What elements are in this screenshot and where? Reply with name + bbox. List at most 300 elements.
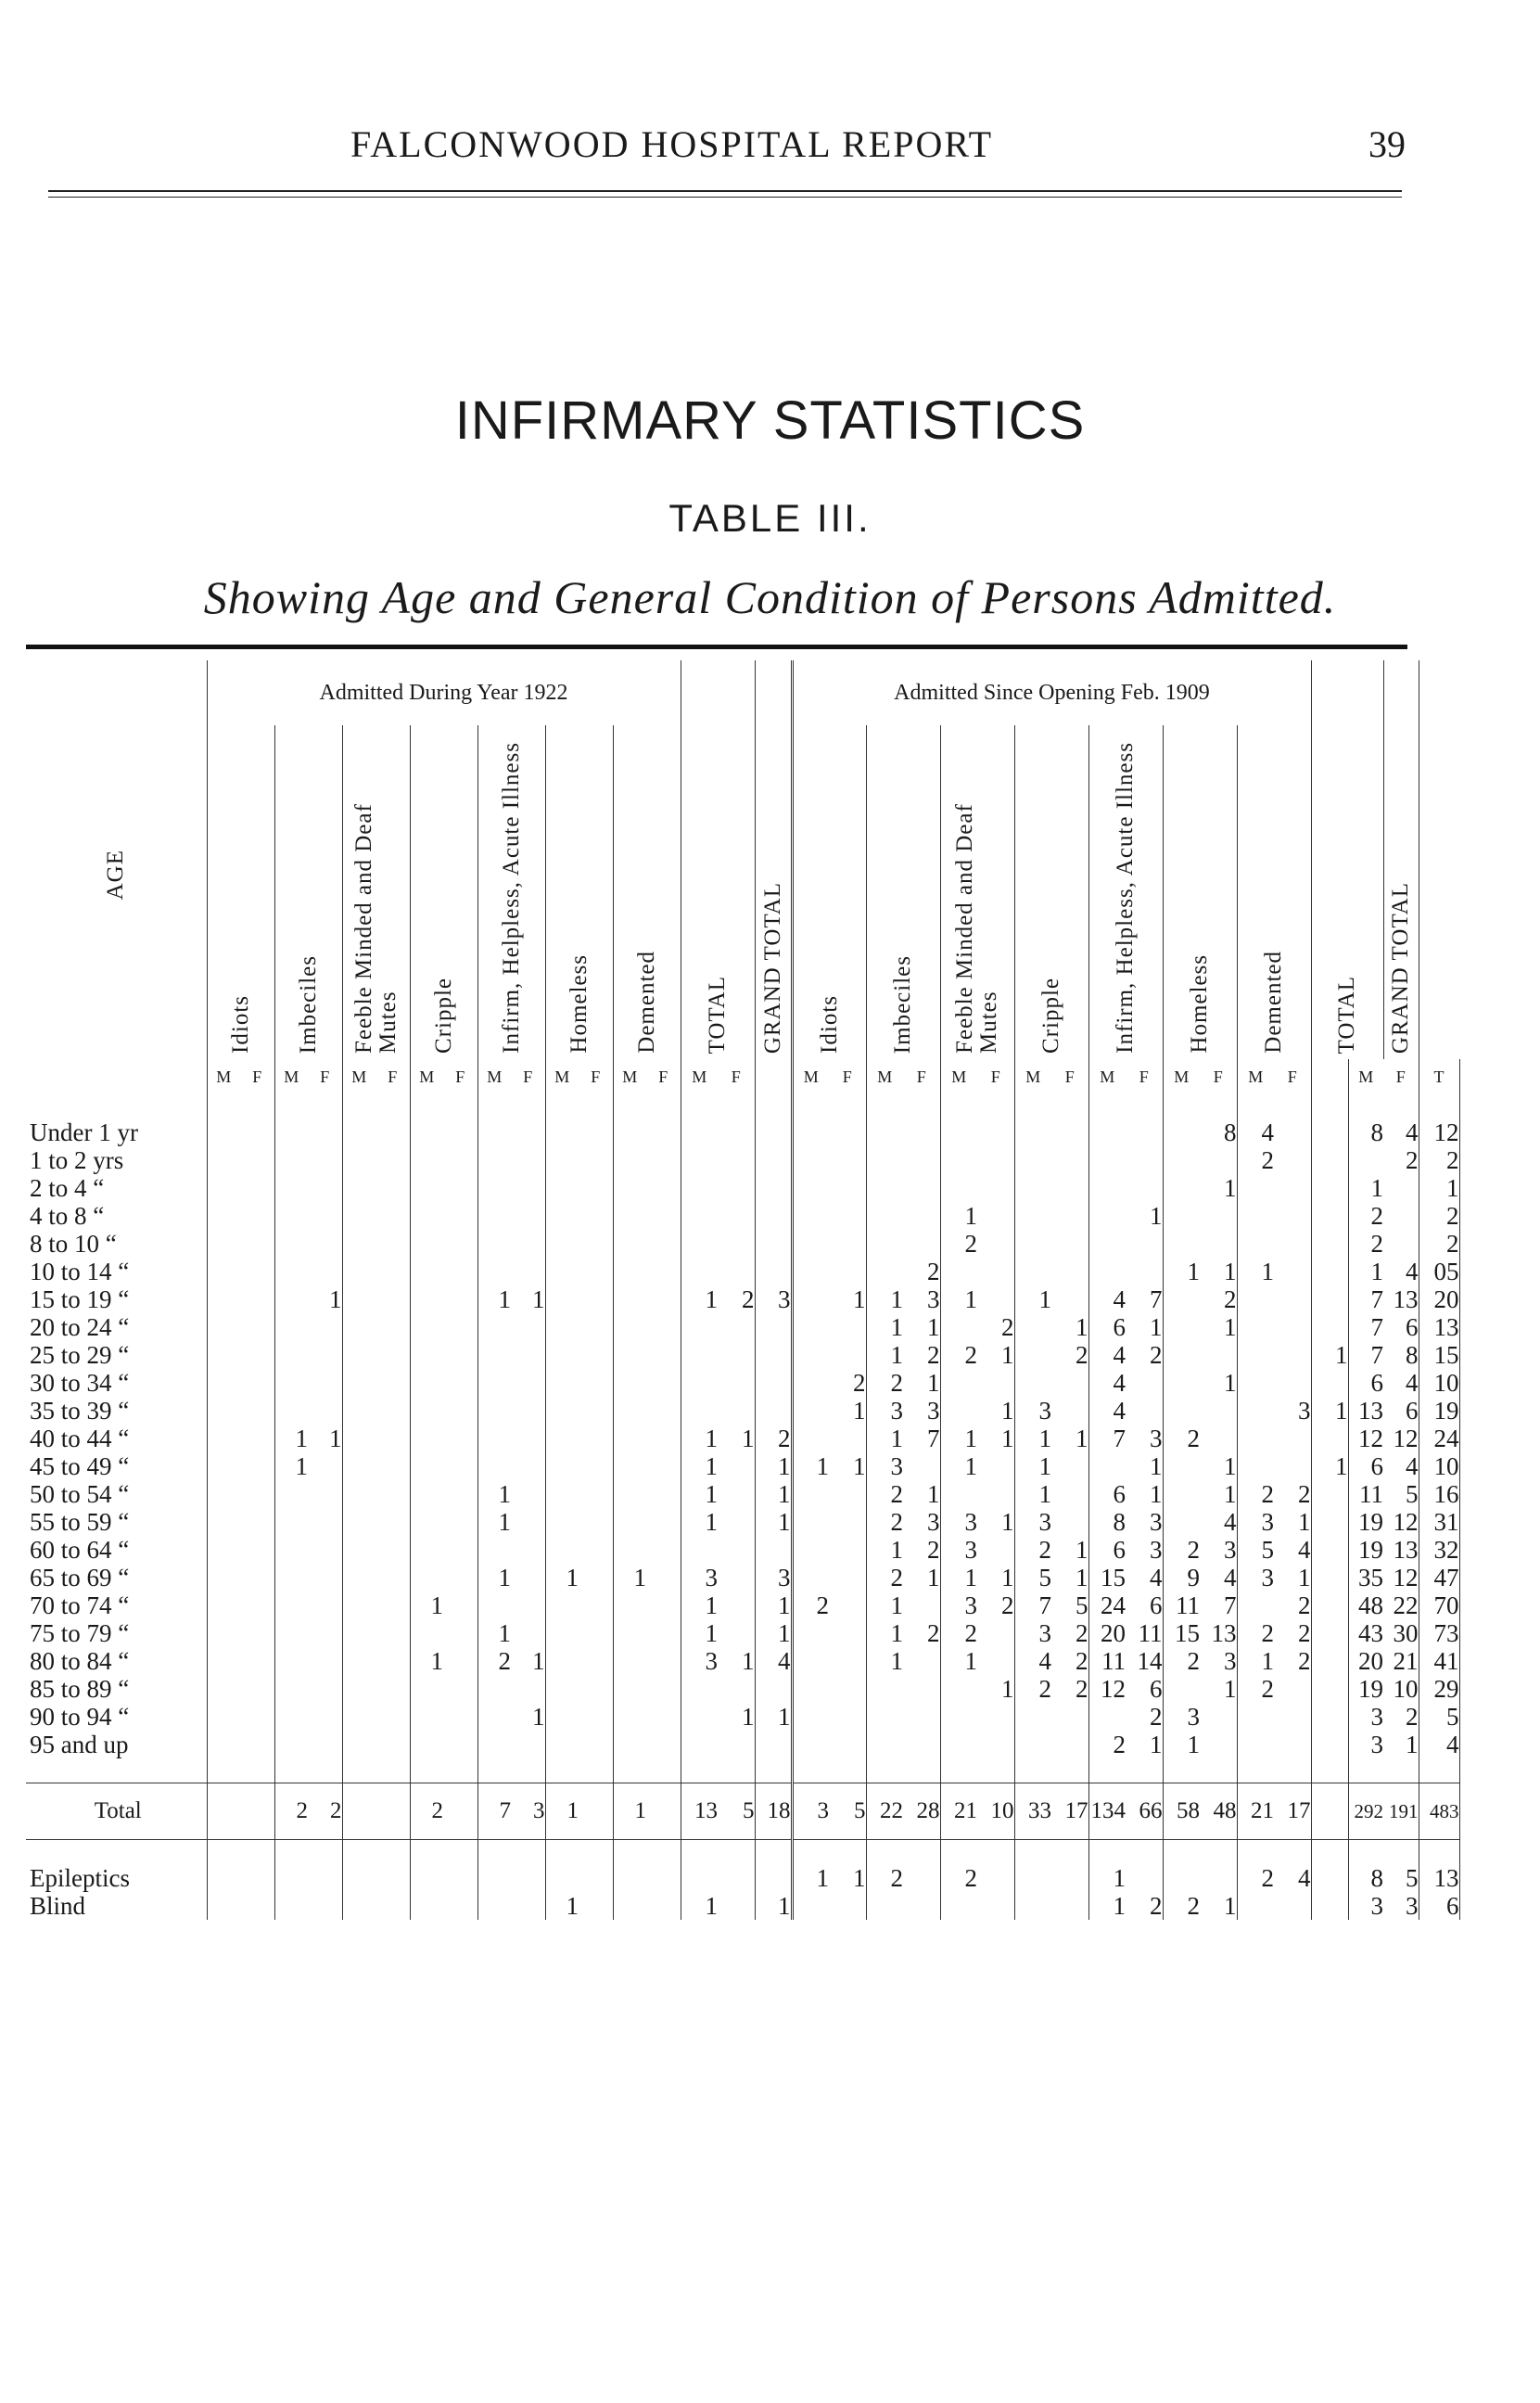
table-cell (1014, 1230, 1051, 1258)
table-cell (477, 1313, 511, 1341)
sex-header: M (1358, 1067, 1374, 1086)
table-cell: 2 (1274, 1480, 1311, 1508)
table-cell: 1 (1261, 1258, 1274, 1285)
table-cell: 7 (1370, 1341, 1383, 1369)
table-cell (1200, 1425, 1237, 1452)
table-cell (511, 1202, 545, 1230)
table-cell (977, 1864, 1014, 1892)
table-cell (1051, 1146, 1088, 1174)
sex-header: M (1100, 1067, 1115, 1086)
table-cell (1126, 1174, 1163, 1202)
table-cell (718, 1452, 755, 1480)
table-cell (545, 1230, 579, 1258)
table-cell (940, 1731, 977, 1758)
spacer-cell (940, 1840, 977, 1865)
table-cell: 8 (1383, 1341, 1419, 1369)
table-cell (207, 1619, 240, 1647)
page-title: INFIRMARY STATISTICS (454, 390, 1086, 451)
spacer-cell (342, 1840, 375, 1865)
table-cell (410, 1230, 443, 1258)
table-cell (240, 1564, 274, 1591)
table-cell (375, 1536, 410, 1564)
grand-total-header-since-1909 (1383, 660, 1419, 1059)
table-cell (579, 1864, 613, 1892)
table-cell: 8 (1113, 1508, 1126, 1536)
table-cell (240, 1591, 274, 1619)
table-cell: 1 (1200, 1892, 1237, 1920)
table-cell: 1 (903, 1313, 940, 1341)
table-cell (207, 1174, 240, 1202)
spacer-cell (545, 1840, 579, 1865)
sex-header: T (1419, 1059, 1459, 1094)
table-cell (681, 1369, 718, 1397)
table-cell (613, 1397, 646, 1425)
table-cell: 1 (977, 1341, 1014, 1369)
table-cell: 31 (1419, 1508, 1459, 1536)
table-cell: 1 (705, 1591, 718, 1619)
table-cell (1051, 1202, 1088, 1230)
table-cell (1163, 1118, 1200, 1146)
table-cell (308, 1564, 342, 1591)
spacer-cell (718, 1094, 755, 1118)
spacer-cell (1126, 1840, 1163, 1865)
table-cell: 2 (1051, 1619, 1088, 1647)
table-cell: 1 (755, 1508, 792, 1536)
spacer-cell (681, 1840, 718, 1865)
table-cell (613, 1591, 646, 1619)
table-cell (1237, 1452, 1274, 1480)
table-cell: 2 (829, 1369, 866, 1397)
spacer-cell (1163, 1840, 1200, 1865)
table-cell (866, 1731, 903, 1758)
table-cell (646, 1369, 681, 1397)
table-cell (792, 1313, 829, 1341)
spacer-cell (866, 1840, 903, 1865)
spacer-cell (308, 1094, 342, 1118)
table-cell (511, 1480, 545, 1508)
table-cell (1200, 1230, 1237, 1258)
table-cell: 12 (1383, 1508, 1419, 1536)
table-cell: 13 (1419, 1313, 1459, 1341)
spacer-cell (718, 1840, 755, 1865)
table-cell (342, 1118, 375, 1146)
table-cell (681, 1174, 718, 1202)
table-cell (477, 1397, 511, 1425)
table-cell: 1 (633, 1564, 646, 1591)
table-cell: 48 (1358, 1591, 1383, 1619)
table-cell (866, 1230, 903, 1258)
table-cell: 2 (1383, 1146, 1419, 1174)
table-cell (1200, 1864, 1237, 1892)
table-cell: 1 (511, 1703, 545, 1731)
table-cell: 1 (705, 1480, 718, 1508)
sex-header: F (646, 1059, 681, 1094)
table-cell (579, 1783, 613, 1840)
spacer-cell (903, 1094, 940, 1118)
table-cell (579, 1285, 613, 1313)
table-cell: 19 (1358, 1536, 1383, 1564)
table-cell (207, 1397, 240, 1425)
spacer-cell (511, 1758, 545, 1783)
table-cell: 6 (1370, 1452, 1383, 1480)
table-cell (1051, 1452, 1088, 1480)
table-cell: 2 (1187, 1425, 1200, 1452)
table-cell (1051, 1892, 1088, 1920)
table-cell: 2 (1187, 1647, 1200, 1675)
table-row (26, 1731, 1459, 1758)
table-cell (443, 1591, 477, 1619)
table-cell (375, 1480, 410, 1508)
table-cell (342, 1285, 375, 1313)
table-cell: 4 (1113, 1369, 1126, 1397)
table-row (26, 1864, 1459, 1892)
table-cell (240, 1864, 274, 1892)
table-cell (240, 1731, 274, 1758)
table-cell: 10 (1419, 1452, 1459, 1480)
spacer-cell (1383, 1758, 1419, 1783)
spacer-cell (1126, 1094, 1163, 1118)
table-cell (1311, 1508, 1348, 1536)
table-cell (579, 1452, 613, 1480)
table-cell (579, 1591, 613, 1619)
sex-header: M (951, 1067, 967, 1086)
table-cell: 1 (1051, 1564, 1088, 1591)
table-cell (977, 1202, 1014, 1230)
table-cell: 3 (903, 1508, 940, 1536)
table-cell: 21 (940, 1783, 977, 1840)
category-header (207, 725, 274, 1059)
table-cell: 1 (903, 1564, 940, 1591)
age-header-text: AGE (103, 849, 129, 901)
table-cell (240, 1452, 274, 1480)
table-cell: 1 (511, 1647, 545, 1675)
table-cell (240, 1174, 274, 1202)
table-cell (1163, 1864, 1200, 1892)
sex-header: F (240, 1059, 274, 1094)
table-cell: 3 (903, 1397, 940, 1425)
table-cell (1051, 1731, 1088, 1758)
row-label: 8 to 10 “ (26, 1230, 207, 1258)
table-cell (511, 1508, 545, 1536)
row-label: 10 to 14 “ (26, 1258, 207, 1285)
table-cell (1088, 1452, 1126, 1480)
table-cell (977, 1230, 1014, 1258)
table-cell (375, 1118, 410, 1146)
table-cell: 5 (829, 1783, 866, 1840)
row-label: 15 to 19 “ (26, 1285, 207, 1313)
table-cell (240, 1892, 274, 1920)
table-cell (207, 1230, 240, 1258)
table-cell (410, 1480, 443, 1508)
table-cell: 48 (1200, 1783, 1237, 1840)
table-cell (718, 1864, 755, 1892)
table-cell (718, 1619, 755, 1647)
sex-header: M (554, 1067, 570, 1086)
table-cell (1163, 1675, 1200, 1703)
spacer-cell (308, 1758, 342, 1783)
table-cell: 4 (1200, 1564, 1237, 1591)
table-cell: 1 (829, 1864, 866, 1892)
category-header (1088, 725, 1163, 1059)
table-cell (375, 1783, 410, 1840)
table-cell (375, 1174, 410, 1202)
table-cell (792, 1703, 829, 1731)
table-cell (792, 1675, 829, 1703)
table-cell (940, 1675, 977, 1703)
table-cell (375, 1313, 410, 1341)
table-cell (1051, 1285, 1088, 1313)
table-cell (511, 1118, 545, 1146)
spacer-cell (207, 1094, 240, 1118)
table-cell (977, 1892, 1014, 1920)
table-cell (274, 1892, 308, 1920)
total-row (26, 1783, 1459, 1840)
table-cell (718, 1174, 755, 1202)
table-cell (443, 1508, 477, 1536)
spacer-cell (792, 1840, 829, 1865)
table-cell: 1 (1261, 1647, 1274, 1675)
sex-header: M (487, 1067, 503, 1086)
table-cell: 1 (890, 1536, 903, 1564)
category-header (866, 725, 940, 1059)
table-cell (613, 1285, 646, 1313)
table-cell: 2 (964, 1230, 977, 1258)
row-label: 85 to 89 “ (26, 1675, 207, 1703)
table-cell (681, 1258, 718, 1285)
table-cell (1274, 1425, 1311, 1452)
table-cell (1163, 1452, 1200, 1480)
table-cell (240, 1703, 274, 1731)
age-column-header (26, 660, 207, 1094)
table-cell (545, 1425, 579, 1452)
table-cell (1311, 1480, 1348, 1508)
table-cell (829, 1647, 866, 1675)
table-cell (410, 1313, 443, 1341)
table-cell: 1 (964, 1425, 977, 1452)
table-cell (940, 1146, 977, 1174)
table-cell (646, 1564, 681, 1591)
table-cell: 2 (1261, 1675, 1274, 1703)
table-row (26, 1892, 1459, 1920)
table-cell: 1 (613, 1783, 646, 1840)
table-cell (545, 1202, 579, 1230)
table-cell: 21 (1237, 1783, 1274, 1840)
table-cell (274, 1508, 308, 1536)
table-cell (410, 1146, 443, 1174)
table-cell: 2 (1261, 1146, 1274, 1174)
table-cell: 15 (1101, 1564, 1126, 1591)
table-cell (1200, 1731, 1237, 1758)
table-cell (1311, 1731, 1348, 1758)
table-cell: 1 (977, 1425, 1014, 1452)
table-cell (792, 1480, 829, 1508)
table-cell: 1 (718, 1703, 755, 1731)
table-cell (240, 1783, 274, 1840)
table-cell (410, 1341, 443, 1369)
table-cell (903, 1202, 940, 1230)
page-number: 39 (1368, 123, 1406, 165)
table-cell: 1 (890, 1647, 903, 1675)
table-cell (903, 1675, 940, 1703)
table-cell: 5 (1038, 1564, 1051, 1591)
table-row (26, 1536, 1459, 1564)
table-cell (1311, 1703, 1348, 1731)
spacer-cell (940, 1758, 977, 1783)
table-cell (903, 1703, 940, 1731)
sex-header: F (308, 1059, 342, 1094)
table-cell: 1 (1126, 1480, 1163, 1508)
table-cell: 1 (498, 1285, 511, 1313)
table-cell: 15 (1419, 1341, 1459, 1369)
table-cell (545, 1703, 579, 1731)
table-cell (613, 1313, 646, 1341)
table-cell (511, 1174, 545, 1202)
table-cell (1237, 1369, 1274, 1397)
spacer-cell (1348, 1758, 1383, 1783)
table-cell (443, 1892, 477, 1920)
spacer-cell (1419, 1094, 1459, 1118)
table-cell (443, 1174, 477, 1202)
table-cell (829, 1619, 866, 1647)
table-cell (342, 1508, 375, 1536)
table-cell (646, 1341, 681, 1369)
table-cell (579, 1564, 613, 1591)
category-header (1237, 725, 1311, 1059)
table-cell: 2 (1126, 1341, 1163, 1369)
table-cell (1088, 1146, 1126, 1174)
table-cell (613, 1425, 646, 1452)
table-cell (792, 1425, 829, 1452)
sex-header: M (877, 1067, 893, 1086)
table-cell (342, 1452, 375, 1480)
table-cell (579, 1118, 613, 1146)
table-cell: 1 (977, 1508, 1014, 1536)
table-cell (1311, 1202, 1348, 1230)
table-cell (477, 1230, 511, 1258)
table-cell (410, 1892, 443, 1920)
table-cell (1237, 1313, 1274, 1341)
table-cell (977, 1285, 1014, 1313)
table-cell (477, 1174, 511, 1202)
spacer-cell (977, 1758, 1014, 1783)
spacer-cell (274, 1758, 308, 1783)
spacer-cell (1419, 1758, 1459, 1783)
table-cell (1088, 1703, 1126, 1731)
table-cell (1126, 1369, 1163, 1397)
row-label: 95 and up (26, 1731, 207, 1758)
table-cell (1274, 1258, 1311, 1285)
table-cell (1200, 1341, 1237, 1369)
table-cell (308, 1864, 342, 1892)
table-cell (1014, 1731, 1051, 1758)
table-cell: 1 (829, 1397, 866, 1425)
table-cell (1274, 1892, 1311, 1920)
group-header-1922: Admitted During Year 1922 (207, 660, 681, 725)
table-cell (1126, 1118, 1163, 1146)
table-cell (375, 1425, 410, 1452)
table-cell (940, 1118, 977, 1146)
total-label: TOTAL (705, 975, 730, 1054)
table-cell (646, 1783, 681, 1840)
table-cell: 3 (890, 1452, 903, 1480)
table-cell (240, 1480, 274, 1508)
table-cell (646, 1647, 681, 1675)
row-label: Epileptics (26, 1864, 207, 1892)
table-top-rule (26, 645, 1407, 649)
table-cell: 47 (1419, 1564, 1459, 1591)
table-cell (274, 1202, 308, 1230)
table-cell: 3 (705, 1564, 718, 1591)
table-cell (274, 1619, 308, 1647)
table-cell (792, 1369, 829, 1397)
table-cell (977, 1731, 1014, 1758)
row-label: 50 to 54 “ (26, 1480, 207, 1508)
table-cell: 1 (511, 1285, 545, 1313)
table-cell (308, 1146, 342, 1174)
table-cell (681, 1397, 718, 1425)
spacer-cell (545, 1094, 579, 1118)
sex-header: F (977, 1059, 1014, 1094)
spacer-cell (1014, 1758, 1051, 1783)
table-cell (829, 1564, 866, 1591)
table-cell (903, 1647, 940, 1675)
table-cell (977, 1369, 1014, 1397)
table-cell (342, 1564, 375, 1591)
table-cell: 3 (1383, 1892, 1419, 1920)
table-cell: 4 (1383, 1258, 1419, 1285)
running-title: FALCONWOOD HOSPITAL REPORT (350, 123, 994, 165)
table-cell (274, 1675, 308, 1703)
spacer-cell (1311, 1094, 1348, 1118)
spacer-cell (1200, 1094, 1237, 1118)
table-cell (207, 1864, 240, 1892)
table-cell (977, 1536, 1014, 1564)
table-cell: 24 (1419, 1425, 1459, 1452)
group-header-since-1909: Admitted Since Opening Feb. 1909 (792, 660, 1311, 725)
table-cell (1163, 1146, 1200, 1174)
table-cell: 1 (1274, 1508, 1311, 1536)
table-cell (274, 1230, 308, 1258)
table-cell (792, 1174, 829, 1202)
table-row (26, 1703, 1459, 1731)
table-cell (1014, 1864, 1051, 1892)
spacer-cell (613, 1840, 646, 1865)
table-cell (681, 1536, 718, 1564)
table-cell (1311, 1146, 1348, 1174)
spacer-cell (646, 1094, 681, 1118)
table-cell: 2 (1038, 1675, 1051, 1703)
table-cell: 2 (890, 1864, 903, 1892)
table-cell (1163, 1369, 1200, 1397)
spacer-cell (1051, 1094, 1088, 1118)
table-cell (240, 1285, 274, 1313)
table-cell (829, 1341, 866, 1369)
table-cell (207, 1731, 240, 1758)
table-subtitle: Showing Age and General Condition of Persons Admitted. (203, 571, 1337, 623)
table-cell: 4 (1419, 1731, 1459, 1758)
table-cell: 1 (1113, 1892, 1126, 1920)
table-cell (579, 1425, 613, 1452)
table-cell (511, 1864, 545, 1892)
table-row (26, 1313, 1459, 1341)
spacer-cell (755, 1758, 792, 1783)
sex-header: F (903, 1059, 940, 1094)
table-cell (410, 1508, 443, 1536)
table-cell (1311, 1313, 1348, 1341)
table-cell (410, 1536, 443, 1564)
table-cell (274, 1731, 308, 1758)
table-cell: 12 (1383, 1425, 1419, 1452)
